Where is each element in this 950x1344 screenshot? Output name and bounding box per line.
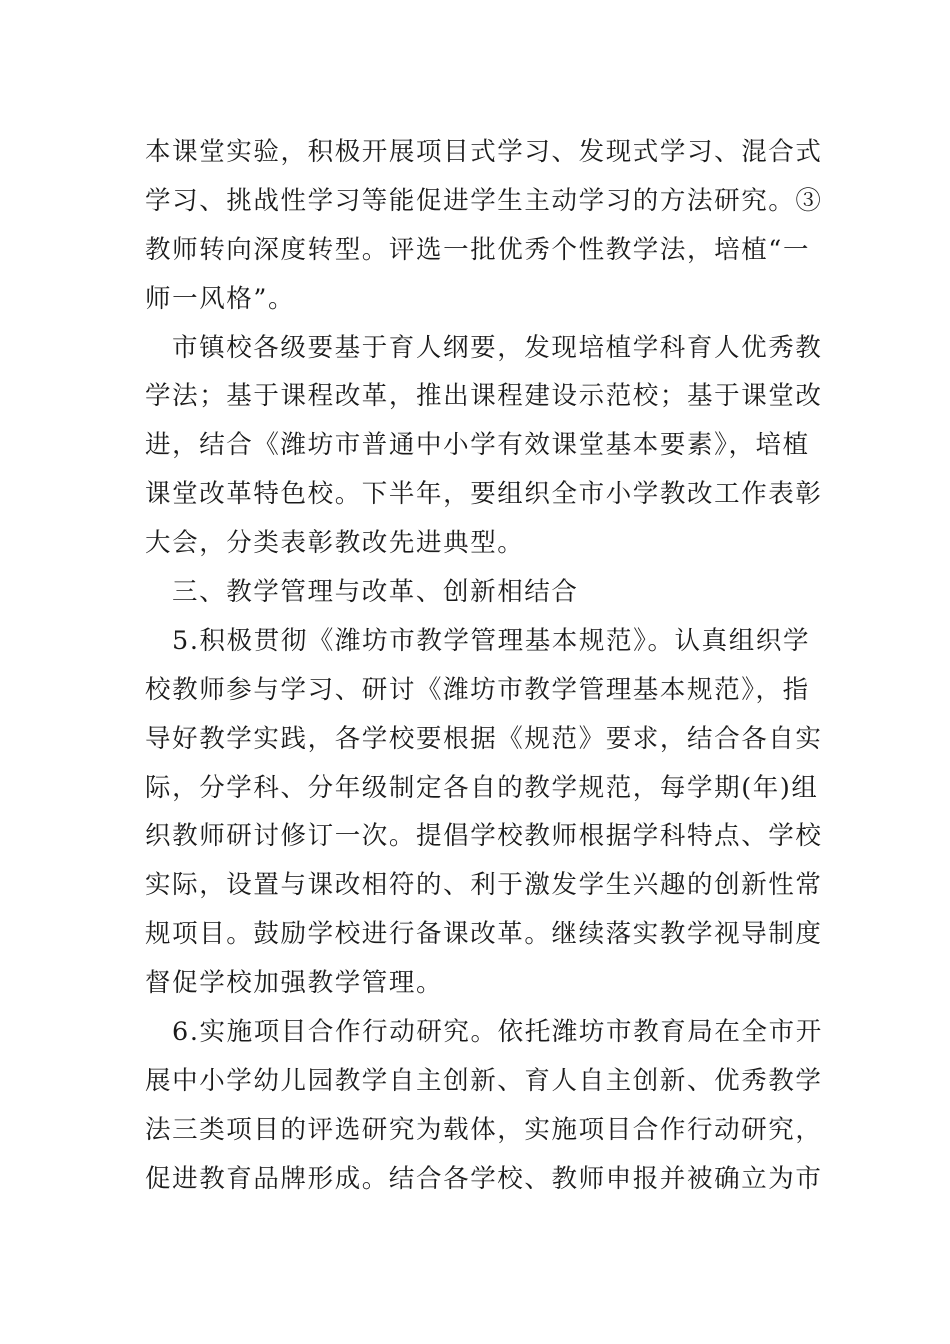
text-line: 课堂改革特色校。下半年，要组织全市小学教改工作表彰 — [145, 479, 823, 510]
paragraph-first-line: 5.积极贯彻《潍坊市教学管理基本规范》。认真组织学 — [172, 625, 811, 656]
text-line: 学法；基于课程改革，推出课程建设示范校；基于课堂改 — [145, 381, 823, 412]
document-body — [145, 128, 823, 1204]
text-line: 本课堂实验，积极开展项目式学习、发现式学习、混合式 — [145, 137, 823, 167]
text-line: 校教师参与学习、研讨《潍坊市教学管理基本规范》，指 — [145, 674, 810, 705]
paragraph-first-line: 6.实施项目合作行动研究。依托潍坊市教育局在全市开 — [172, 1017, 823, 1048]
text-line: 实际，设置与课改相符的、利于激发学生兴趣的创新性常 — [145, 870, 823, 901]
text-line: 进，结合《潍坊市普通中小学有效课堂基本要素》，培植 — [145, 430, 810, 461]
text-line: 规项目。鼓励学校进行备课改革。继续落实教学视导制度 — [145, 919, 823, 950]
text-line: 展中小学幼儿园教学自主创新、育人自主创新、优秀教学 — [145, 1065, 823, 1096]
text-line: 际，分学科、分年级制定各自的教学规范，每学期(年)组 — [145, 772, 819, 803]
text-line: 织教师研讨修订一次。提倡学校教师根据学科特点、学校 — [145, 821, 823, 852]
text-line: 师一风格”。 — [145, 283, 296, 314]
text-line: 导好教学实践，各学校要根据《规范》要求，结合各自实 — [145, 723, 823, 754]
section-heading: 三、教学管理与改革、创新相结合 — [172, 577, 579, 608]
text-line: 大会，分类表彰教改先进典型。 — [145, 528, 525, 559]
text-line: 督促学校加强教学管理。 — [145, 968, 444, 999]
text-line: 法三类项目的评选研究为载体，实施项目合作行动研究， — [145, 1114, 823, 1145]
paragraph-first-line: 市镇校各级要基于育人纲要，发现培植学科育人优秀教 — [172, 332, 823, 363]
text-line: 促进教育品牌形成。结合各学校、教师申报并被确立为市 — [145, 1163, 823, 1194]
text-line: 学习、挑战性学习等能促进学生主动学习的方法研究。③ — [145, 185, 823, 216]
text-line: 教师转向深度转型。评选一批优秀个性教学法，培植“一 — [145, 234, 811, 265]
